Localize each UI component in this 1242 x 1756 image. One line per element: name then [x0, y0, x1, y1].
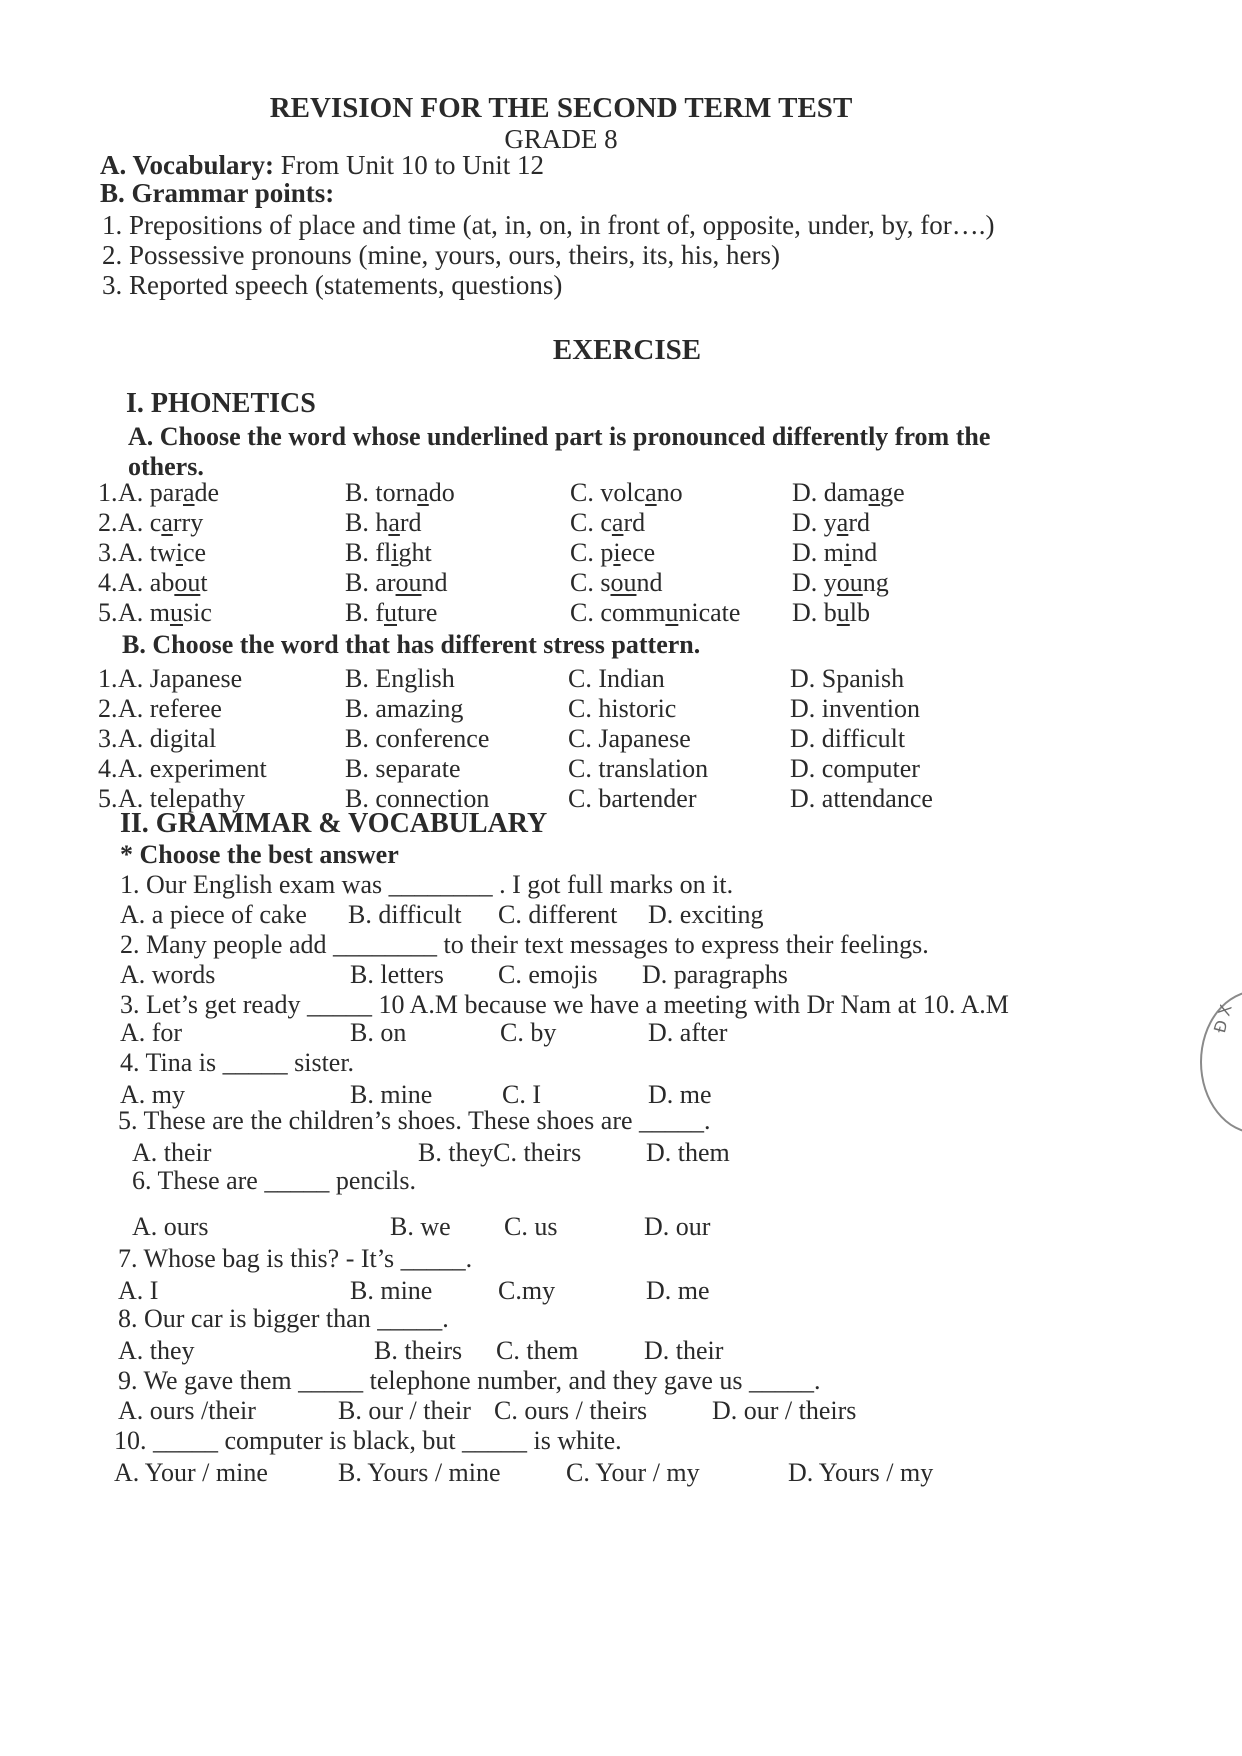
answer-option: A. digital — [118, 724, 217, 753]
answer-option: C. I — [502, 1080, 541, 1109]
answer-option: B. theirs — [374, 1336, 463, 1365]
answer-option: C. different — [498, 900, 618, 929]
answer-option: A. I — [118, 1276, 159, 1305]
answer-option: D. damage — [792, 478, 905, 507]
grammar-point-2: 2. Possessive pronouns (mine, yours, ours, theirs, its, his, hers) — [102, 240, 780, 270]
answer-option: D. computer — [790, 754, 920, 783]
answer-option: A. telepathy — [118, 784, 246, 813]
underlined-sound: i — [613, 538, 621, 567]
phonetics-b-row — [0, 664, 1242, 698]
question-text: 10. _____ computer is black, but _____ is white. — [114, 1426, 622, 1455]
answer-option: C. Indian — [568, 664, 665, 693]
answer-option: D. exciting — [648, 900, 764, 929]
answer-option: B. tornado — [345, 478, 455, 507]
question-number: 5. — [98, 784, 118, 813]
answer-option: C. sound — [570, 568, 663, 597]
answer-option: C.my — [498, 1276, 556, 1305]
underlined-sound: a — [388, 508, 400, 537]
answer-option: C. bartender — [568, 784, 697, 813]
answer-option: C. translation — [568, 754, 709, 783]
answer-option: B. letters — [350, 960, 444, 989]
phonetics-b-row — [0, 754, 1242, 788]
underlined-sound: ou — [395, 568, 422, 597]
question-number: 4. — [98, 568, 118, 597]
answer-option: B. future — [345, 598, 438, 627]
answer-option: B. connection — [345, 784, 490, 813]
answer-option: B. flight — [345, 538, 432, 567]
question-number: 3. — [98, 538, 118, 567]
phonetics-a-row — [0, 568, 1242, 602]
underlined-sound: ou — [610, 568, 637, 597]
underlined-sound: i — [175, 538, 184, 567]
phonetics-a-row — [0, 508, 1242, 542]
answer-option: C. historic — [568, 694, 677, 723]
answer-option: A. Your / mine — [114, 1458, 268, 1487]
answer-option: D. mind — [792, 538, 878, 567]
question-text: 2. Many people add ________ to their text messages to express their feelings. — [120, 930, 929, 959]
underlined-sound: i — [844, 538, 852, 567]
answer-option: C. emojis — [498, 960, 598, 989]
answer-option: B. mine — [350, 1276, 433, 1305]
answer-option: B. amazing — [345, 694, 464, 723]
answer-option: D. attendance — [790, 784, 933, 813]
underlined-sound: u — [384, 598, 397, 627]
answer-option: A. experiment — [118, 754, 267, 783]
answer-option: B. conference — [345, 724, 490, 753]
answer-option: B. on — [350, 1018, 407, 1047]
answer-option: C. by — [500, 1018, 557, 1047]
grade-label: GRADE 8 — [504, 124, 618, 154]
answer-option: B. Yours / mine — [338, 1458, 501, 1487]
phonetics-part-b-instruction: B. Choose the word that has different stress pattern. — [122, 630, 701, 659]
underlined-sound: a — [836, 508, 849, 537]
exercise-title: EXERCISE — [552, 334, 702, 366]
answer-option: B. hard — [345, 508, 422, 537]
answer-option: C. Japanese — [568, 724, 691, 753]
question-text: 5. These are the children’s shoes. These shoes are _____. — [118, 1106, 711, 1135]
answer-option: A. words — [120, 960, 216, 989]
underlined-sound: u — [170, 598, 183, 627]
answer-option: C. Your / my — [566, 1458, 700, 1487]
answer-option: D. Yours / my — [788, 1458, 934, 1487]
answer-option: D. me — [646, 1276, 710, 1305]
phonetics-part-a-instruction-line2: others. — [128, 452, 204, 481]
answer-option: C. them — [496, 1336, 579, 1365]
underlined-sound: u — [836, 598, 850, 627]
answer-option: A. ours /their — [118, 1396, 256, 1425]
choose-best-answer-instruction: * Choose the best answer — [120, 840, 399, 869]
underlined-sound: ou — [836, 568, 863, 597]
answer-option: D. their — [644, 1336, 724, 1365]
answer-option: A. referee — [118, 694, 222, 723]
answer-option: B. around — [345, 568, 448, 597]
question-text: 1. Our English exam was ________ . I got full marks on it. — [120, 870, 734, 899]
answer-option: A. for — [120, 1018, 183, 1047]
phonetics-a-row — [0, 598, 1242, 632]
question-text: 3. Let’s get ready _____ 10 A.M because we have a meeting with Dr Nam at 10. A.M — [120, 990, 1009, 1019]
vocabulary-line — [100, 150, 544, 181]
answer-option: B. theyC. theirs — [418, 1138, 582, 1167]
question-number: 2. — [98, 508, 118, 537]
answer-option: B. difficult — [348, 900, 462, 929]
phonetics-a-row — [0, 538, 1242, 572]
answer-option: A. parade — [118, 478, 220, 507]
answer-option: A. music — [118, 598, 212, 627]
answer-option: C. piece — [570, 538, 656, 567]
phonetics-a-row — [0, 478, 1242, 512]
question-text: 6. These are _____ pencils. — [132, 1166, 416, 1195]
question-text: 4. Tina is _____ sister. — [120, 1048, 355, 1077]
phonetics-title: I. PHONETICS — [126, 388, 316, 419]
page-title: REVISION FOR THE SECOND TERM TEST — [269, 92, 853, 124]
answer-option: A. my — [120, 1080, 185, 1109]
underlined-sound: ou — [174, 568, 201, 597]
grammar-point-1: 1. Prepositions of place and time (at, in, on, in front of, opposite, under, by, for….) — [102, 210, 995, 240]
answer-option: B. separate — [345, 754, 461, 783]
answer-option: A. twice — [118, 538, 207, 567]
phonetics-b-row — [0, 694, 1242, 728]
answer-option: A. Japanese — [118, 664, 243, 693]
answer-option: B. English — [345, 664, 455, 693]
answer-option: C. us — [504, 1212, 558, 1241]
question-text: 8. Our car is bigger than _____. — [118, 1304, 449, 1333]
answer-option: D. our / theirs — [712, 1396, 857, 1425]
grammar-vocabulary-title: II. GRAMMAR & VOCABULARY — [120, 808, 548, 839]
underlined-sound: a — [417, 478, 429, 507]
answer-option: B. we — [390, 1212, 451, 1241]
answer-option: D. yard — [792, 508, 870, 537]
underlined-sound: a — [161, 508, 173, 537]
answer-option: D. invention — [790, 694, 920, 723]
underlined-sound: u — [665, 598, 679, 627]
answer-option: D. bulb — [792, 598, 871, 627]
question-number: 3. — [98, 724, 118, 753]
answer-option: A. about — [118, 568, 208, 597]
underlined-sound: a — [645, 478, 657, 507]
answer-option: A. carry — [118, 508, 204, 537]
underlined-sound: a — [182, 478, 195, 507]
question-number: 1. — [98, 664, 118, 693]
question-number: 5. — [98, 598, 118, 627]
answer-option: D. them — [646, 1138, 730, 1167]
answer-option: A. a piece of cake — [120, 900, 307, 929]
answer-option: D. young — [792, 568, 889, 597]
question-number: 1. — [98, 478, 118, 507]
phonetics-part-a-instruction-line1: A. Choose the word whose underlined part is pronounced differently from the — [128, 422, 991, 451]
vocabulary-text: From Unit 10 to Unit 12 — [280, 150, 545, 180]
answer-option: D. me — [648, 1080, 712, 1109]
answer-option: A. they — [118, 1336, 195, 1365]
answer-option: D. difficult — [790, 724, 906, 753]
answer-option: C. ours / theirs — [494, 1396, 648, 1425]
question-text: 7. Whose bag is this? - It’s _____. — [118, 1244, 473, 1273]
answer-option: B. mine — [350, 1080, 433, 1109]
answer-option: C. communicate — [570, 598, 741, 627]
answer-option: A. their — [132, 1138, 212, 1167]
answer-option: D. paragraphs — [642, 960, 788, 989]
answer-option: D. after — [648, 1018, 728, 1047]
answer-option: B. our / their — [338, 1396, 471, 1425]
vocabulary-label: A. Vocabulary: — [100, 150, 275, 180]
answer-option: C. card — [570, 508, 646, 537]
question-number: 2. — [98, 694, 118, 723]
grammar-point-3: 3. Reported speech (statements, questions) — [102, 270, 563, 300]
answer-option: D. our — [644, 1212, 711, 1241]
answer-option: C. volcano — [570, 478, 683, 507]
grammar-points-label: B. Grammar points: — [100, 178, 335, 208]
question-number: 4. — [98, 754, 118, 783]
answer-option: A. ours — [132, 1212, 209, 1241]
underlined-sound: a — [868, 478, 881, 507]
answer-option: D. Spanish — [790, 664, 905, 693]
phonetics-b-row — [0, 724, 1242, 758]
question-text: 9. We gave them _____ telephone number, and they gave us _____. — [118, 1366, 821, 1395]
underlined-sound: i — [391, 538, 399, 567]
underlined-sound: a — [611, 508, 624, 537]
stamp-text: Đ X — [1210, 1002, 1236, 1035]
